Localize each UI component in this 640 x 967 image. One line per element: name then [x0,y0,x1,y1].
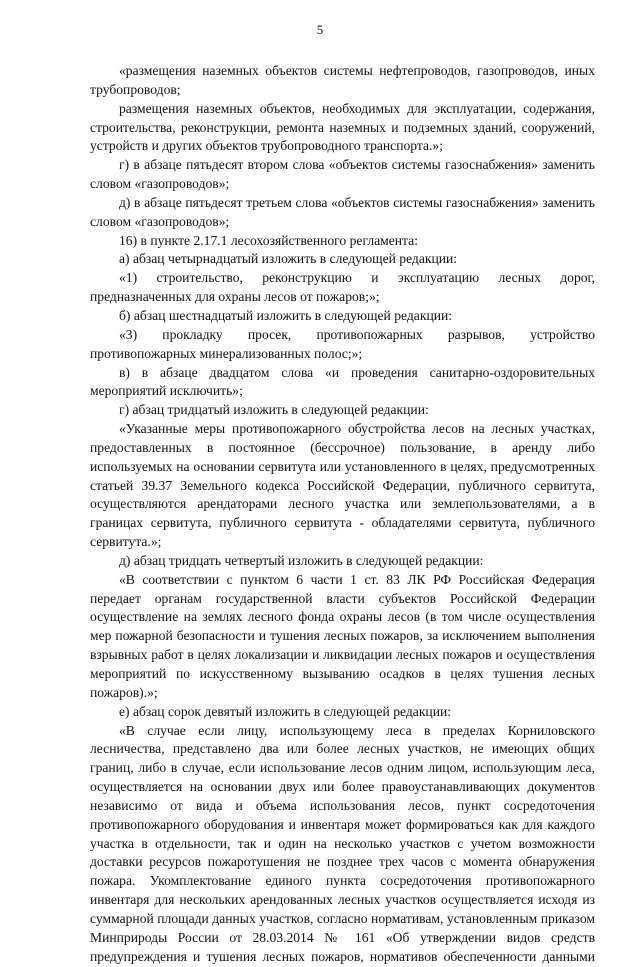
paragraph: б) абзац шестнадцатый изложить в следующей редакции: [119,307,453,323]
paragraph: е) абзац сорок девятый изложить в следующей редакции: [119,703,452,719]
paragraph: 16) в пункте 2.17.1 лесохозяйственного регламента: [119,232,418,248]
document-body [90,62,595,967]
paragraph: «В соответствии с пунктом 6 части 1 ст. 83 ЛК РФ Российская Федерация передает органам государственной власти субъектов Российской Федерации осуществление на землях лесного фонда охраны лесов (в том числе осуществления мер пожарной безопасности и тушения лесных пожаров, за исключением выполнения взрывных работ в целях локализации и ликвидации лесных пожаров и осуществления мероприятий по искусственному вызыванию осадков в целях тушения лесных пожаров).»; [90,571,595,700]
paragraph: «1) строительство, реконструкцию и эксплуатацию лесных дорог, предназначенных для охраны лесов от пожаров;»; [90,270,595,305]
paragraph: «В случае если лицу, использующему леса в пределах Корниловского лесничества, представлено два или более лесных участков, не имеющих общих границ, либо в случае, если использование лесов одним лицом, использующим леса, осуществляется на основании двух или более правоустанавливающих документов независимо от вида и объема использования лесов, пункт сосредоточения противопожарного оборудования и инвентаря может формироваться как для каждого участка в отдельности, так и один на несколько участков с учетом возможности доставки ресурсов пожаротушения не позднее трех часов с момента обнаружения пожара. Укомплектование единого пункта сосредоточения противопожарного инвентаря для нескольких арендованных лесных участков осуществляется исходя из суммарной площади данных участков, согласно нормативам, установленным приказом Минприроды России от 28.03.2014 № 161 «Об утверждении видов средств предупреждения и тушения лесных пожаров, нормативов обеспеченности данными [90,722,595,964]
paragraph: г) в абзаце пятьдесят втором слова «объектов системы газоснабжения» заменить словом «газопроводов»; [90,157,595,192]
page-number: 5 [316,22,324,37]
paragraph: «3) прокладку просек, противопожарных разрывов, устройство противопожарных минерализованных полос;»; [90,326,595,361]
paragraph: а) абзац четырнадцатый изложить в следующей редакции: [119,251,458,267]
paragraph: г) абзац тридцатый изложить в следующей редакции: [119,402,429,418]
paragraph: «Указанные меры противопожарного обустройства лесов на лесных участках, предоставленных в постоянное (бессрочное) пользование, в аренду либо используемых на основании сервитута или установленного в целях, предусмотренных статьей 39.37 Земельного кодекса Российской Федерации, публичного сервитута, осуществляются арендаторами лесного участка или землепользователями, а в границах сервитута, публичного сервитута - обладателями сервитута, публичного сервитута.»; [90,421,595,550]
paragraph: размещения наземных объектов, необходимых для эксплуатации, содержания, строительства, реконструкции, ремонта наземных и подземных зданий, сооружений, устройств и других объектов трубопроводного транспорта.»; [90,100,595,154]
paragraph: в) в абзаце двадцатом слова «и проведения санитарно-оздоровительных мероприятий исключить»; [90,364,595,399]
paragraph: д) абзац тридцать четвертый изложить в следующей редакции: [119,552,484,568]
paragraph: «размещения наземных объектов системы нефтепроводов, газопроводов, иных трубопроводов; [90,63,595,97]
paragraph: д) в абзаце пятьдесят третьем слова «объектов системы газоснабжения» заменить словом «газопроводов»; [90,194,595,229]
